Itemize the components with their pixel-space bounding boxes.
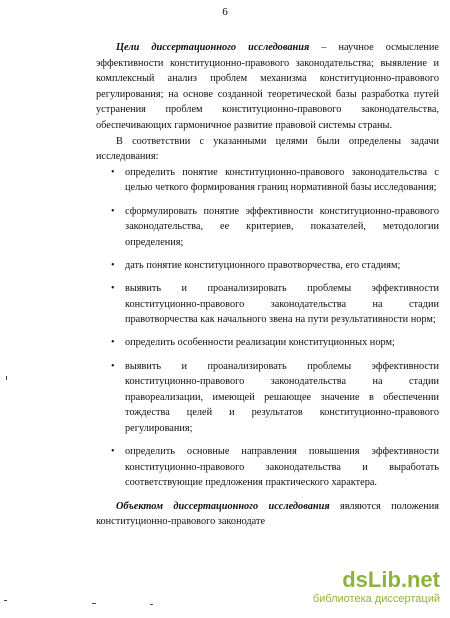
task-text: определить понятие конституционно-правового законодательства с целью четкого формирования границ нормативной базы исследования; bbox=[125, 166, 439, 194]
task-item bbox=[96, 165, 439, 196]
object-lead: Объектом диссертационного исследования bbox=[116, 500, 330, 512]
task-item bbox=[96, 281, 439, 328]
task-text: определить особенности реализации конституционных норм; bbox=[125, 337, 395, 349]
document-body bbox=[96, 40, 439, 530]
watermark bbox=[260, 568, 440, 614]
watermark-subtitle: библиотека диссертаций bbox=[312, 593, 440, 605]
task-item bbox=[96, 258, 439, 274]
scan-artifact bbox=[92, 603, 96, 604]
object-text: являются положения конституционно-правового законодате bbox=[96, 500, 439, 528]
object-paragraph bbox=[96, 499, 439, 530]
scan-artifact bbox=[150, 604, 153, 605]
goal-text: – научное осмысление эффективности конституционно-правового законодательства; выявление и комплексный анализ проблем механизма конституционно-правового регулирования; на основе созданной теоретической базы разработка путей устранения проблем конституционно-правового законодательства, обеспечивающих гармоничное развитие правовой системы страны. bbox=[96, 42, 439, 131]
task-text: сформулировать понятие эффективности конституционно-правового законодательства, ее критериев, показателей, методологии определения; bbox=[125, 205, 439, 248]
bullet-icon: • bbox=[111, 337, 115, 349]
tasks-list bbox=[96, 165, 439, 491]
page-number: 6 bbox=[222, 6, 228, 18]
bullet-icon: • bbox=[111, 360, 115, 372]
bullet-icon: • bbox=[111, 259, 115, 271]
task-item bbox=[96, 335, 439, 351]
task-text: выявить и проанализировать проблемы эффективности конституционно-правового законодательства на стадии правотворчества как начального звена на пути результативности норм; bbox=[125, 283, 439, 326]
bullet-icon: • bbox=[111, 205, 115, 217]
goal-lead: Цели диссертационного исследования bbox=[116, 42, 310, 53]
task-item bbox=[96, 359, 439, 437]
bullet-icon: • bbox=[111, 283, 115, 295]
scan-artifact bbox=[6, 376, 7, 380]
watermark-logo: dsLib.net bbox=[342, 567, 440, 592]
task-item bbox=[96, 204, 439, 251]
task-text: дать понятие конституционного правотворчества, его стадиям; bbox=[125, 259, 401, 271]
bullet-icon: • bbox=[111, 446, 115, 458]
scan-artifact bbox=[4, 600, 7, 601]
task-text: выявить и проанализировать проблемы эффективности конституционно-правового законодательства на стадии правореализации, имеющей решающее значение в обеспечении тождества целей и результатов конституционно-правового регулирования; bbox=[125, 360, 439, 435]
bullet-icon: • bbox=[111, 166, 115, 178]
task-item bbox=[96, 444, 439, 491]
tasks-intro: В соответствии с указанными целями были определены задачи исследования: bbox=[96, 135, 439, 163]
goal-paragraph bbox=[96, 40, 439, 134]
task-text: определить основные направления повышения эффективности конституционно-правового законодательства и выработать соответствующие предложения практического характера. bbox=[125, 446, 439, 489]
